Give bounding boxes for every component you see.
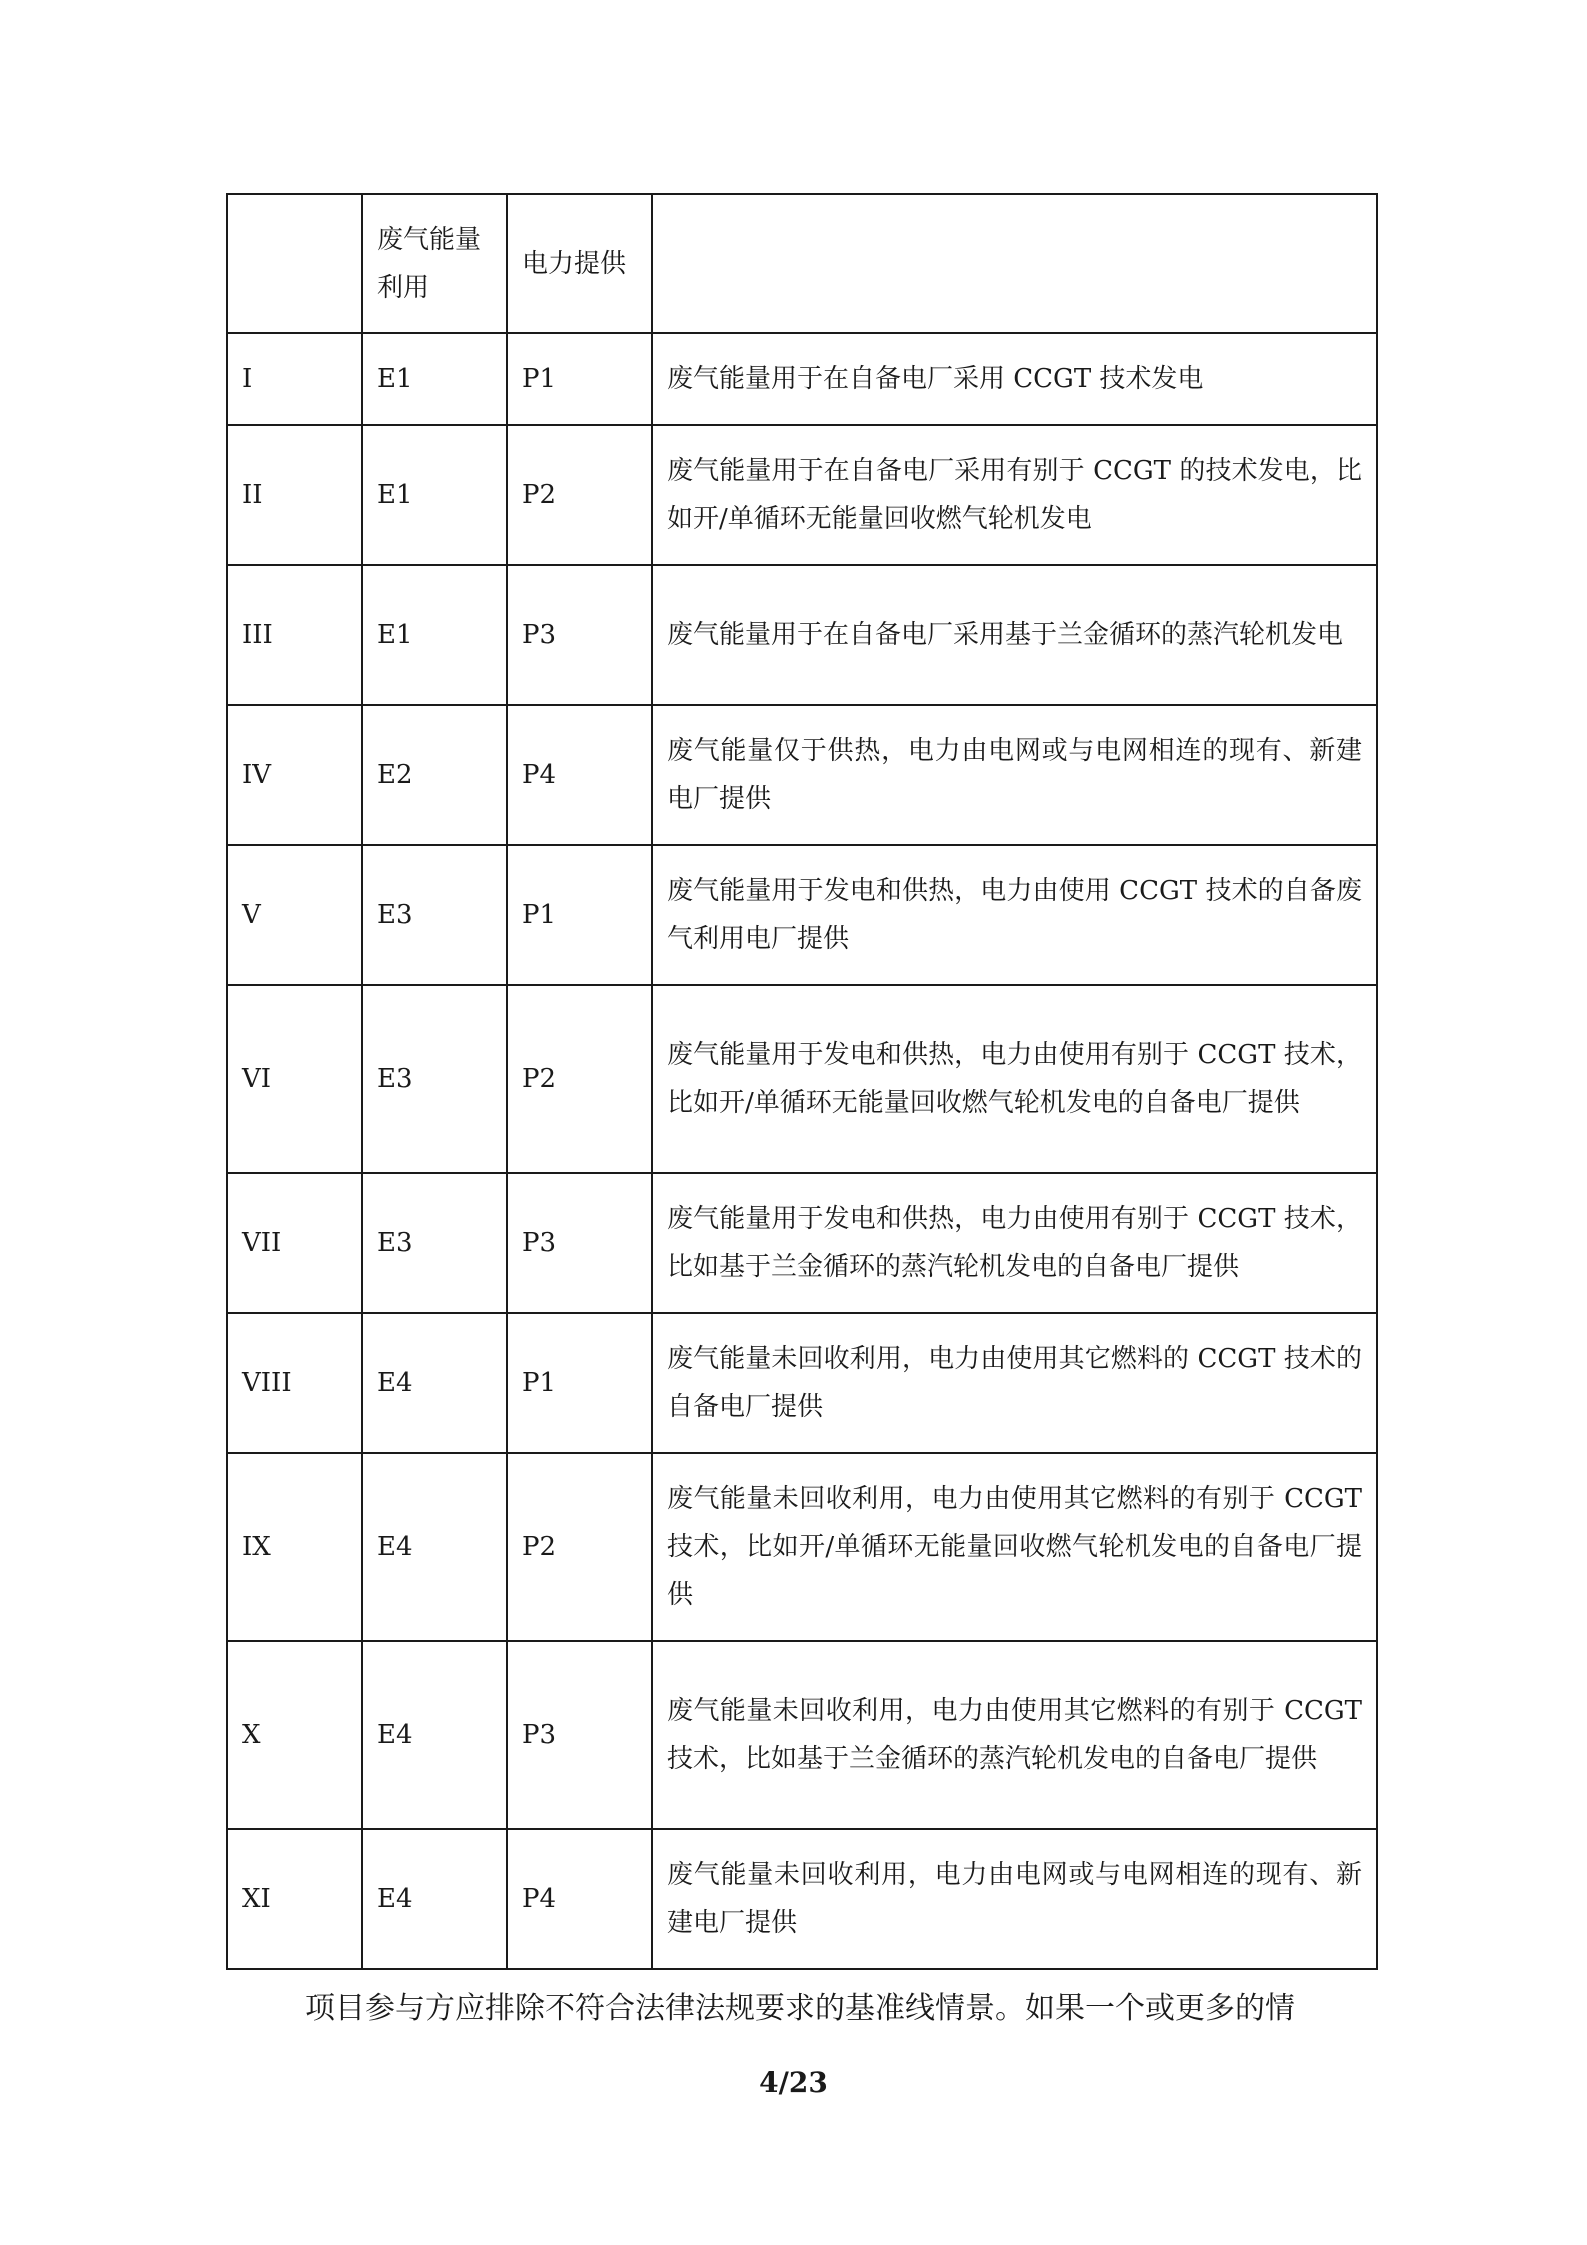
description-cell: 废气能量未回收利用，电力由电网或与电网相连的现有、新建电厂提供 bbox=[652, 1829, 1377, 1969]
table-row bbox=[227, 565, 1377, 705]
scenario-id-cell: X bbox=[227, 1641, 362, 1829]
table-row bbox=[227, 985, 1377, 1173]
description-cell: 废气能量未回收利用，电力由使用其它燃料的 CCGT 技术的自备电厂提供 bbox=[652, 1313, 1377, 1453]
table-row bbox=[227, 1173, 1377, 1313]
description-cell: 废气能量用于发电和供热，电力由使用 CCGT 技术的自备废气利用电厂提供 bbox=[652, 845, 1377, 985]
power-supply-cell: P3 bbox=[507, 1641, 652, 1829]
energy-use-cell: E1 bbox=[362, 565, 507, 705]
scenario-id-cell: I bbox=[227, 333, 362, 425]
header-cell-scenario bbox=[227, 194, 362, 333]
power-supply-cell: P1 bbox=[507, 1313, 652, 1453]
table-header-row bbox=[227, 194, 1377, 333]
scenario-id-cell: V bbox=[227, 845, 362, 985]
body-paragraph: 项目参与方应排除不符合法律法规要求的基准线情景。如果一个或更多的情 bbox=[305, 1991, 1295, 2026]
scenario-id-cell: III bbox=[227, 565, 362, 705]
energy-use-cell: E3 bbox=[362, 985, 507, 1173]
description-cell: 废气能量用于在自备电厂采用基于兰金循环的蒸汽轮机发电 bbox=[652, 565, 1377, 705]
power-supply-cell: P4 bbox=[507, 705, 652, 845]
table-row bbox=[227, 705, 1377, 845]
header-cell-energy-use: 废气能量利用 bbox=[362, 194, 507, 333]
energy-use-cell: E1 bbox=[362, 333, 507, 425]
energy-use-cell: E3 bbox=[362, 845, 507, 985]
scenario-id-cell: VIII bbox=[227, 1313, 362, 1453]
table-row bbox=[227, 425, 1377, 565]
power-supply-cell: P1 bbox=[507, 845, 652, 985]
power-supply-cell: P2 bbox=[507, 985, 652, 1173]
energy-use-cell: E4 bbox=[362, 1829, 507, 1969]
scenario-id-cell: IX bbox=[227, 1453, 362, 1641]
scenario-id-cell: II bbox=[227, 425, 362, 565]
power-supply-cell: P3 bbox=[507, 1173, 652, 1313]
table-row bbox=[227, 1313, 1377, 1453]
energy-use-cell: E2 bbox=[362, 705, 507, 845]
description-cell: 废气能量用于在自备电厂采用有别于 CCGT 的技术发电，比如开/单循环无能量回收燃气轮机发电 bbox=[652, 425, 1377, 565]
description-cell: 废气能量用于发电和供热，电力由使用有别于 CCGT 技术，比如基于兰金循环的蒸汽轮机发电的自备电厂提供 bbox=[652, 1173, 1377, 1313]
table-row bbox=[227, 1641, 1377, 1829]
power-supply-cell: P1 bbox=[507, 333, 652, 425]
scenario-id-cell: VII bbox=[227, 1173, 362, 1313]
energy-use-cell: E4 bbox=[362, 1453, 507, 1641]
power-supply-cell: P2 bbox=[507, 425, 652, 565]
scenario-id-cell: XI bbox=[227, 1829, 362, 1969]
scenario-id-cell: IV bbox=[227, 705, 362, 845]
description-cell: 废气能量用于在自备电厂采用 CCGT 技术发电 bbox=[652, 333, 1377, 425]
table-row bbox=[227, 1453, 1377, 1641]
table-row bbox=[227, 1829, 1377, 1969]
scenario-id-cell: VI bbox=[227, 985, 362, 1173]
power-supply-cell: P2 bbox=[507, 1453, 652, 1641]
energy-use-cell: E1 bbox=[362, 425, 507, 565]
page-number: 4/23 bbox=[759, 2066, 828, 2099]
power-supply-cell: P4 bbox=[507, 1829, 652, 1969]
description-cell: 废气能量未回收利用，电力由使用其它燃料的有别于 CCGT 技术，比如基于兰金循环的蒸汽轮机发电的自备电厂提供 bbox=[652, 1641, 1377, 1829]
header-cell-power-supply: 电力提供 bbox=[507, 194, 652, 333]
baseline-scenario-table bbox=[226, 193, 1378, 1970]
table-row bbox=[227, 333, 1377, 425]
power-supply-cell: P3 bbox=[507, 565, 652, 705]
description-cell: 废气能量仅于供热，电力由电网或与电网相连的现有、新建电厂提供 bbox=[652, 705, 1377, 845]
energy-use-cell: E4 bbox=[362, 1313, 507, 1453]
description-cell: 废气能量用于发电和供热，电力由使用有别于 CCGT 技术，比如开/单循环无能量回收燃气轮机发电的自备电厂提供 bbox=[652, 985, 1377, 1173]
table-row bbox=[227, 845, 1377, 985]
energy-use-cell: E4 bbox=[362, 1641, 507, 1829]
description-cell: 废气能量未回收利用，电力由使用其它燃料的有别于 CCGT 技术，比如开/单循环无能量回收燃气轮机发电的自备电厂提供 bbox=[652, 1453, 1377, 1641]
header-cell-description bbox=[652, 194, 1377, 333]
energy-use-cell: E3 bbox=[362, 1173, 507, 1313]
